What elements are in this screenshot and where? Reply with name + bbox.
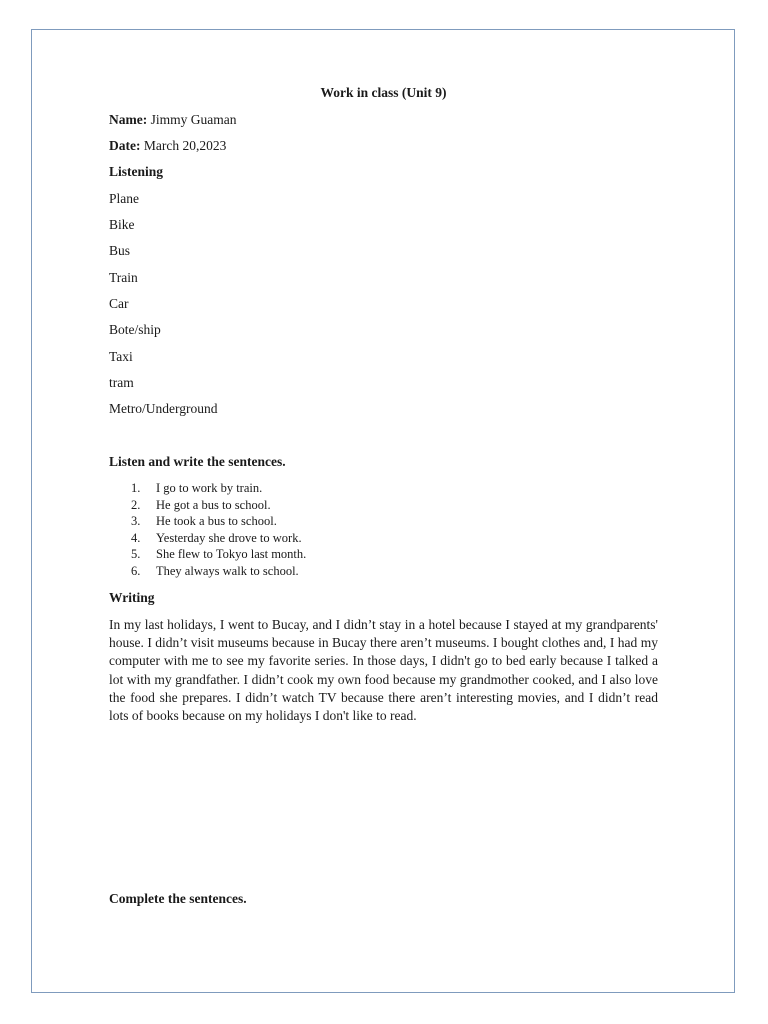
document-title: Work in class (Unit 9) bbox=[320, 85, 447, 100]
vocabulary-item: tram bbox=[109, 375, 134, 390]
date-line bbox=[109, 138, 226, 154]
vocabulary-item: Car bbox=[109, 296, 129, 311]
vocabulary-item: Taxi bbox=[109, 349, 133, 364]
vocabulary-item: Bote/ship bbox=[109, 322, 161, 337]
vocabulary-item: Metro/Underground bbox=[109, 401, 218, 416]
sentence-text: She flew to Tokyo last month. bbox=[156, 547, 307, 562]
list-number: 5. bbox=[131, 547, 141, 562]
list-number: 6. bbox=[131, 563, 141, 578]
complete-heading: Complete the sentences. bbox=[109, 891, 247, 906]
name-value: Jimmy Guaman bbox=[147, 112, 237, 127]
date-value: March 20,2023 bbox=[140, 138, 227, 153]
sentence-text: They always walk to school. bbox=[156, 563, 299, 578]
list-number: 2. bbox=[131, 497, 141, 512]
list-number: 4. bbox=[131, 530, 141, 545]
list-number: 1. bbox=[131, 481, 141, 495]
date-label: Date: bbox=[109, 138, 141, 153]
listening-heading: Listening bbox=[109, 164, 164, 179]
list-number: 3. bbox=[131, 514, 141, 529]
sentence-text: He took a bus to school. bbox=[156, 514, 277, 529]
vocabulary-item: Bus bbox=[109, 243, 131, 258]
sentence-text: I go to work by train. bbox=[156, 481, 263, 495]
name-line bbox=[109, 112, 236, 128]
vocabulary-item: Bike bbox=[109, 217, 135, 232]
writing-paragraph: In my last holidays, I went to Bucay, and I didn’t stay in a hotel because I stayed at my grandparents' house. I didn’t visit museums because in Bucay there aren’t museums. I bought clothes and, I had my computer with me to see my favorite series. In those days, I didn't go to bed early because I talked a lot with my grandfather. I didn’t cook my own food because my grandmother cooked, and I also love the food she prepares. I didn’t watch TV because there aren’t interesting movies, and I didn’t read lots of books because on my holidays I don't like to read. bbox=[109, 617, 658, 724]
sentence-text: He got a bus to school. bbox=[156, 497, 271, 512]
name-label: Name: bbox=[109, 112, 148, 127]
writing-heading: Writing bbox=[109, 590, 155, 605]
sentence-text: Yesterday she drove to work. bbox=[156, 530, 302, 545]
listen-write-heading: Listen and write the sentences. bbox=[109, 454, 286, 469]
vocabulary-item: Train bbox=[109, 270, 138, 285]
vocabulary-item: Plane bbox=[109, 191, 139, 206]
